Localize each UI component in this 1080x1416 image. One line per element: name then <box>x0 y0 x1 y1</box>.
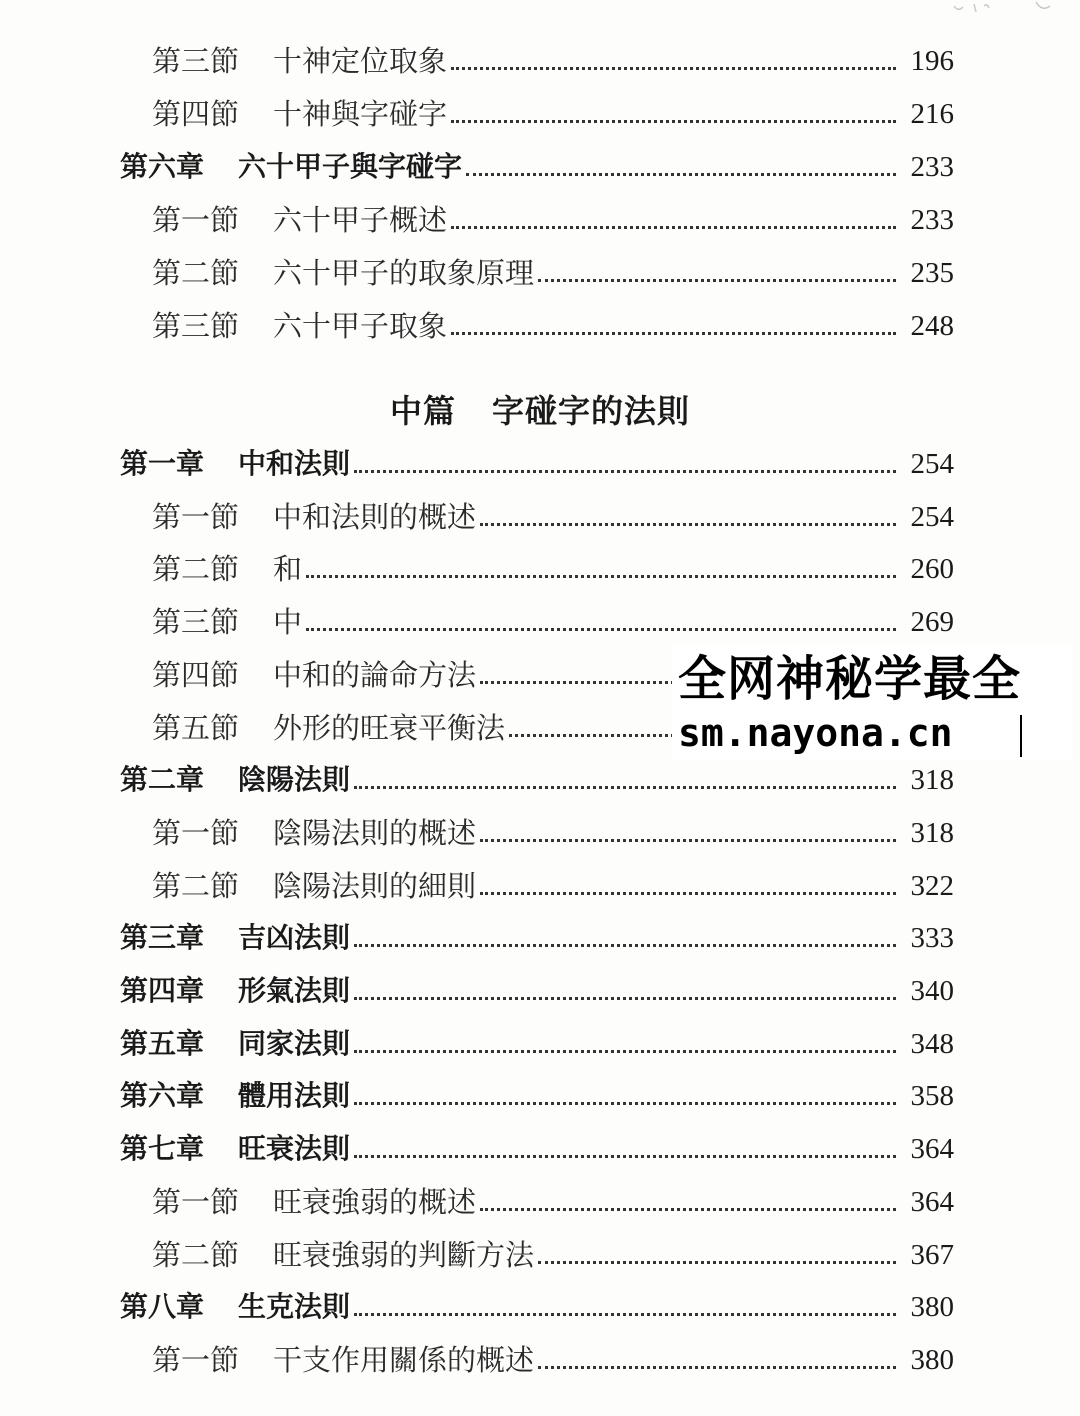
entry-page-number: 333 <box>910 922 954 955</box>
watermark-line1: 全网神秘学最全 <box>678 651 1022 707</box>
toc-section-entry <box>0 1222 1080 1272</box>
toc-section-entry <box>0 81 1080 131</box>
entry-number: 第七章 <box>120 1132 205 1166</box>
entry-number: 第六章 <box>120 150 205 183</box>
dot-leader <box>451 118 896 123</box>
dot-leader <box>480 837 896 842</box>
entry-number: 第一節 <box>152 203 240 237</box>
entry-number: 第六章 <box>120 1079 205 1113</box>
entry-title: 十神與字碰字 <box>273 97 448 131</box>
toc-chapter-entry <box>0 1011 1080 1061</box>
entry-number: 第一節 <box>152 1184 240 1219</box>
entry-number: 第三章 <box>120 921 205 955</box>
dot-leader <box>451 65 896 70</box>
entry-number: 第三節 <box>152 309 240 343</box>
entry-number: 第三節 <box>152 44 240 78</box>
part-heading <box>0 386 1080 436</box>
entry-title: 體用法則 <box>238 1079 351 1113</box>
dot-leader <box>354 784 896 789</box>
entry-page-number: 340 <box>910 975 954 1007</box>
entry-number: 第一節 <box>152 1342 240 1377</box>
entry-page-number: 322 <box>910 869 954 902</box>
watermark-url: sm.nayona.cn <box>678 711 953 755</box>
entry-title: 中和的論命方法 <box>273 657 477 692</box>
entry-number: 第二節 <box>152 552 240 587</box>
entry-title: 六十甲子概述 <box>273 203 448 237</box>
dot-leader <box>538 1364 896 1369</box>
entry-number: 第五章 <box>120 1026 205 1060</box>
entry-page-number: 380 <box>910 1343 954 1376</box>
toc-section-entry <box>0 853 1080 903</box>
entry-title: 外形的旺衰平衡法 <box>273 710 506 745</box>
entry-title: 六十甲子的取象原理 <box>273 256 535 290</box>
entry-number: 第五節 <box>152 710 240 745</box>
dot-leader <box>354 1153 896 1158</box>
toc-section-entry <box>0 1327 1080 1377</box>
dot-leader <box>451 224 896 229</box>
entry-title: 中和法則的概述 <box>273 499 477 534</box>
entry-page-number: 358 <box>910 1080 954 1113</box>
toc-section-entry <box>0 240 1080 290</box>
dot-leader <box>306 626 896 631</box>
dot-leader <box>451 330 896 335</box>
dot-leader <box>480 1206 896 1211</box>
entry-number: 第一節 <box>152 815 240 850</box>
toc-chapter-entry <box>0 1063 1080 1113</box>
entry-title: 形氣法則 <box>238 974 351 1007</box>
dot-leader <box>480 521 896 526</box>
dot-leader <box>306 573 896 578</box>
entry-page-number: 233 <box>910 204 954 236</box>
toc-section-entry <box>0 484 1080 534</box>
dot-leader <box>480 890 896 895</box>
toc-chapter-entry <box>0 1116 1080 1166</box>
toc-section-entry <box>0 800 1080 850</box>
entry-title: 旺衰強弱的概述 <box>273 1184 477 1219</box>
entry-title: 六十甲子與字碰字 <box>238 150 463 183</box>
entry-number: 第二節 <box>152 868 240 903</box>
entry-title: 陰陽法則的細則 <box>273 868 477 903</box>
entry-title: 和 <box>273 552 303 587</box>
toc-section-entry <box>0 589 1080 639</box>
dot-leader <box>354 1100 896 1105</box>
entry-page-number: 348 <box>910 1027 954 1060</box>
toc-section-entry <box>0 187 1080 237</box>
toc-section-entry <box>0 28 1080 78</box>
entry-number: 第四節 <box>152 97 240 131</box>
entry-page-number: 233 <box>910 151 954 183</box>
entry-page-number: 260 <box>910 553 954 586</box>
entry-title: 中 <box>273 605 303 640</box>
entry-page-number: 364 <box>910 1133 954 1166</box>
toc-section-entry <box>0 536 1080 586</box>
entry-title: 六十甲子取象 <box>273 309 448 343</box>
entry-number: 第二節 <box>152 1237 240 1272</box>
entry-title: 吉凶法則 <box>238 921 351 955</box>
entry-number: 第二章 <box>120 763 205 797</box>
entry-page-number: 216 <box>910 98 954 130</box>
toc-chapter-entry <box>0 431 1080 481</box>
toc-section-entry <box>0 293 1080 343</box>
dot-leader <box>538 277 896 282</box>
entry-page-number: 254 <box>910 448 954 480</box>
watermark-overlay <box>672 645 1072 761</box>
dot-leader <box>466 171 896 176</box>
entry-title: 生克法則 <box>238 1290 351 1324</box>
entry-title: 中和法則 <box>238 447 351 480</box>
entry-title: 旺衰強弱的判斷方法 <box>273 1237 535 1272</box>
dot-leader <box>354 1048 896 1053</box>
entry-page-number: 380 <box>910 1291 954 1324</box>
entry-page-number: 248 <box>910 310 954 342</box>
entry-number: 第三節 <box>152 605 240 640</box>
entry-number: 第四章 <box>120 974 205 1007</box>
toc-chapter-entry <box>0 1274 1080 1324</box>
entry-page-number: 196 <box>910 45 954 77</box>
entry-page-number: 318 <box>910 816 954 849</box>
dot-leader <box>354 942 896 947</box>
page-corner-smudge <box>944 0 1054 22</box>
entry-number: 第一節 <box>152 499 240 534</box>
toc-chapter-entry <box>0 134 1080 184</box>
entry-title: 十神定位取象 <box>273 44 448 78</box>
entry-title: 旺衰法則 <box>238 1132 351 1166</box>
dot-leader <box>354 1311 896 1316</box>
toc-section-entry <box>0 1169 1080 1219</box>
text-caret <box>1020 715 1022 757</box>
entry-page-number: 318 <box>910 764 954 797</box>
entry-number: 第二節 <box>152 256 240 290</box>
entry-page-number: 254 <box>910 500 954 533</box>
entry-title: 同家法則 <box>238 1026 351 1060</box>
entry-number: 第一章 <box>120 447 205 480</box>
entry-title: 陰陽法則 <box>238 763 351 797</box>
entry-page-number: 367 <box>910 1238 954 1271</box>
part-heading-prefix: 中篇 <box>389 392 456 430</box>
dot-leader <box>538 1259 896 1264</box>
dot-leader <box>354 995 896 1000</box>
entry-page-number: 269 <box>910 606 954 639</box>
entry-number: 第八章 <box>120 1290 205 1324</box>
part-heading-title: 字碰字的法則 <box>492 392 691 430</box>
entry-title: 干支作用關係的概述 <box>273 1342 535 1377</box>
dot-leader <box>354 468 896 473</box>
toc-chapter-entry <box>0 958 1080 1008</box>
entry-number: 第四節 <box>152 657 240 692</box>
entry-title: 陰陽法則的概述 <box>273 815 477 850</box>
toc-chapter-entry <box>0 905 1080 955</box>
entry-page-number: 235 <box>910 257 954 289</box>
entry-page-number: 364 <box>910 1185 954 1218</box>
